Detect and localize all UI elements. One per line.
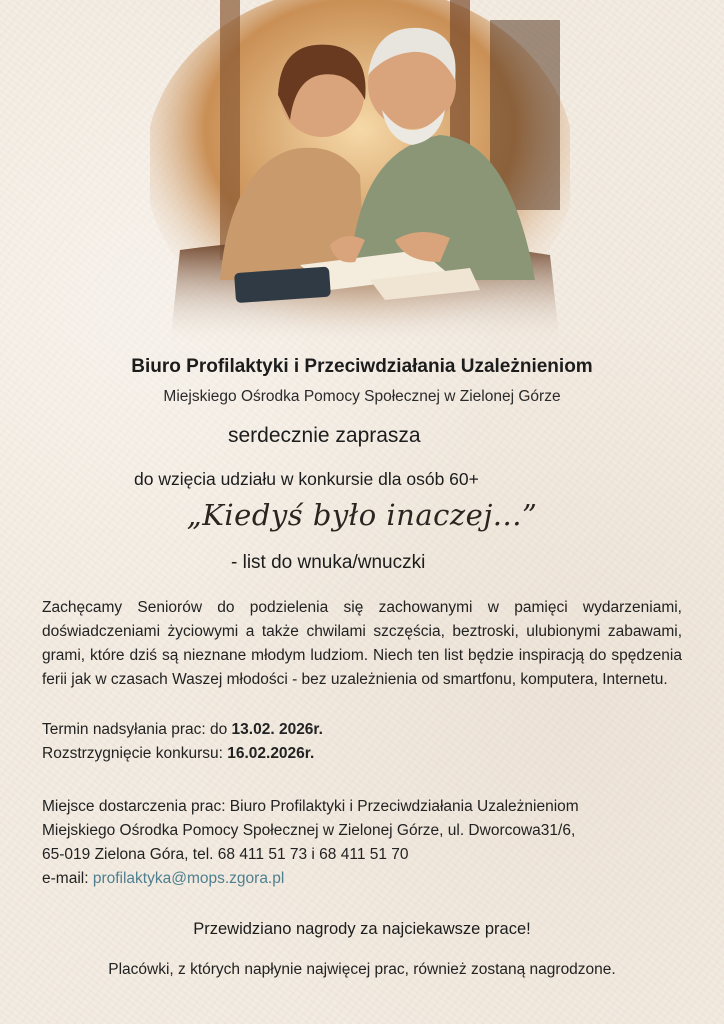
email-line xyxy=(42,867,692,891)
email-link[interactable]: profilaktyka@mops.zgora.pl xyxy=(92,870,285,887)
contest-intro: do wzięcia udziału w konkursie dla osób 60+ xyxy=(134,469,479,489)
contest-description: Zachęcamy Seniorów do podzielenia się zachowanymi w pamięci wydarzeniami, doświadczeniami życiowymi a także chwilami szczęścia, beztroski, ulubionymi zabawami, grami, które dziś są nieznane młodym ludziom. Niech ten list będzie inspiracją do spędzenia ferii jak w czasach Waszej młodości - bez uzależnienia od smartfonu, komputera, Internetu. xyxy=(42,599,682,688)
address-line-3: 65-019 Zielona Góra, tel. 68 411 51 73 i 68 411 51 70 xyxy=(42,846,409,863)
email-label: e-mail: xyxy=(42,870,93,887)
submission-deadline xyxy=(42,721,323,739)
institutions-note: Placówki, z których napłynie najwięcej prac, również zostaną nagrodzone. xyxy=(108,961,616,978)
result-date xyxy=(42,745,314,763)
result-date-value: 16.02.2026r. xyxy=(227,745,315,762)
contest-subtitle: - list do wnuka/wnuczki xyxy=(231,552,426,573)
address-line-2: Miejskiego Ośrodka Pomocy Społecznej w Zielonej Górze, ul. Dworcowa31/6, xyxy=(42,822,576,839)
address-line-1: Miejsce dostarczenia prac: Biuro Profilaktyki i Przeciwdziałania Uzależnieniom xyxy=(42,798,579,815)
illustration-seniors-writing-letter xyxy=(150,0,570,345)
organizer-parent-institution: Miejskiego Ośrodka Pomocy Społecznej w Zielonej Górze xyxy=(163,388,561,405)
invite-text: serdecznie zaprasza xyxy=(228,424,421,447)
organizer-name: Biuro Profilaktyki i Przeciwdziałania Uzależnieniom xyxy=(131,356,593,377)
submission-deadline-date: 13.02. 2026r. xyxy=(231,721,323,738)
contest-title: „Kiedyś było inaczej...” xyxy=(186,498,538,532)
submission-deadline-label: Termin nadsyłania prac: do xyxy=(42,721,232,738)
result-date-label: Rozstrzygnięcie konkursu: xyxy=(42,745,228,762)
delivery-address xyxy=(42,795,692,891)
prizes-note: Przewidziano nagrody za najciekawsze prace! xyxy=(193,920,531,938)
